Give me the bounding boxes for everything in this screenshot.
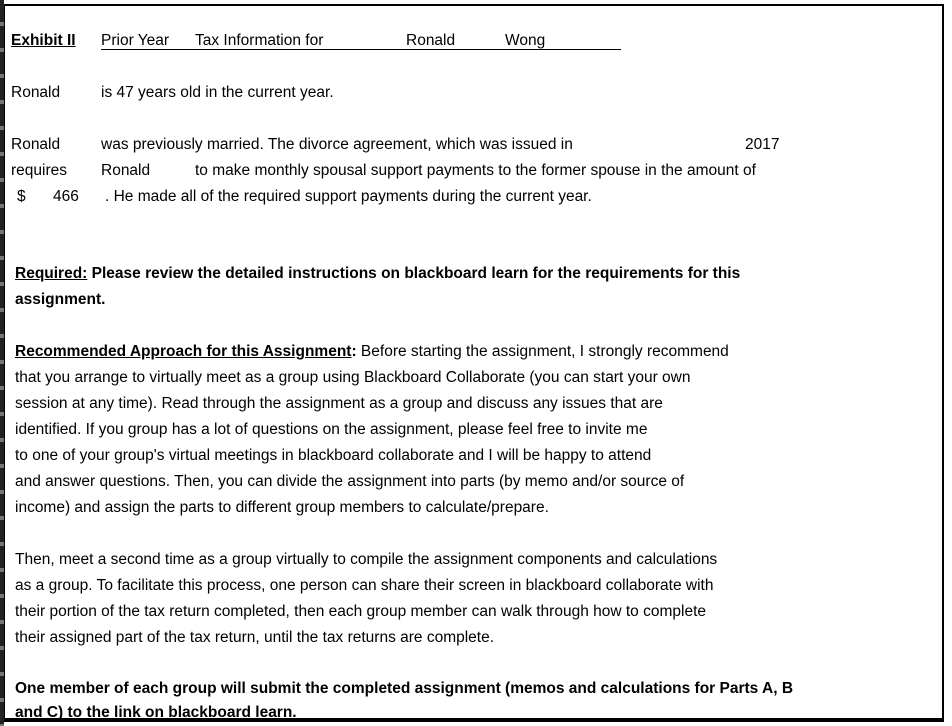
submit-line1: One member of each group will submit the completed assignment (memos and calculations for Parts A, B	[15, 680, 794, 697]
approach-line: session at any time). Read through the assignment as a group and discuss any issues that are	[15, 395, 663, 412]
approach-line: that you arrange to virtually meet as a group using Blackboard Collaborate (you can start your own	[15, 369, 691, 386]
divorce-line3: . He made all of the required support payments during the current year.	[105, 188, 592, 205]
age-text: is 47 years old in the current year.	[101, 84, 334, 101]
heading-first-name: Ronald	[406, 32, 456, 49]
divorce-line1: was previously married. The divorce agreement, which was issued in	[101, 136, 573, 153]
approach-line: and answer questions. Then, you can divide the assignment into parts (by memo and/or source of	[15, 473, 685, 490]
required-line2: assignment.	[15, 291, 106, 308]
submit-line2: and C) to the link on blackboard learn.	[15, 704, 297, 721]
approach-paragraph	[15, 339, 729, 521]
then-line: Then, meet a second time as a group virtually to compile the assignment components and calculations	[15, 551, 718, 568]
heading-mid: Tax Information for	[195, 32, 324, 49]
approach-label: Recommended Approach for this Assignment	[15, 343, 352, 360]
support-amount: 466	[53, 188, 79, 205]
exhibit-label: Exhibit II	[11, 32, 76, 49]
divorce-line2-text: to make monthly spousal support payments to the former spouse in the amount of	[195, 162, 756, 179]
then-paragraph	[15, 547, 717, 651]
approach-line: Before starting the assignment, I strongly recommend	[356, 343, 729, 360]
approach-line: to one of your group's virtual meetings in blackboard collaborate and I will be happy to attend	[15, 447, 652, 464]
divorce-year: 2017	[745, 136, 780, 153]
approach-line: income) and assign the parts to different group members to calculate/prepare.	[15, 499, 549, 516]
divorce-name: Ronald	[11, 136, 61, 153]
heading-last-name: Wong	[505, 32, 546, 49]
exhibit-sheet	[4, 4, 944, 722]
approach-line: identified. If you group has a lot of questions on the assignment, please feel free to invite me	[15, 421, 648, 438]
divorce-requires: requires	[11, 162, 67, 179]
then-line: as a group. To facilitate this process, one person can share their screen in blackboard collaborate with	[15, 577, 714, 594]
approach-colon: :	[351, 343, 357, 360]
currency-symbol: $	[17, 188, 26, 205]
required-label: Required:	[15, 265, 88, 282]
submit-paragraph	[15, 677, 793, 725]
required-line1: Please review the detailed instructions on blackboard learn for the requirements for this	[87, 265, 741, 282]
divorce-line2-name: Ronald	[101, 162, 151, 179]
age-name: Ronald	[11, 84, 61, 101]
then-line: their portion of the tax return completed, then each group member can walk through how to complete	[15, 603, 706, 620]
then-line: their assigned part of the tax return, until the tax returns are complete.	[15, 629, 495, 646]
required-paragraph	[15, 261, 740, 313]
heading-underline	[101, 49, 621, 50]
heading-prefix: Prior Year	[101, 32, 170, 49]
